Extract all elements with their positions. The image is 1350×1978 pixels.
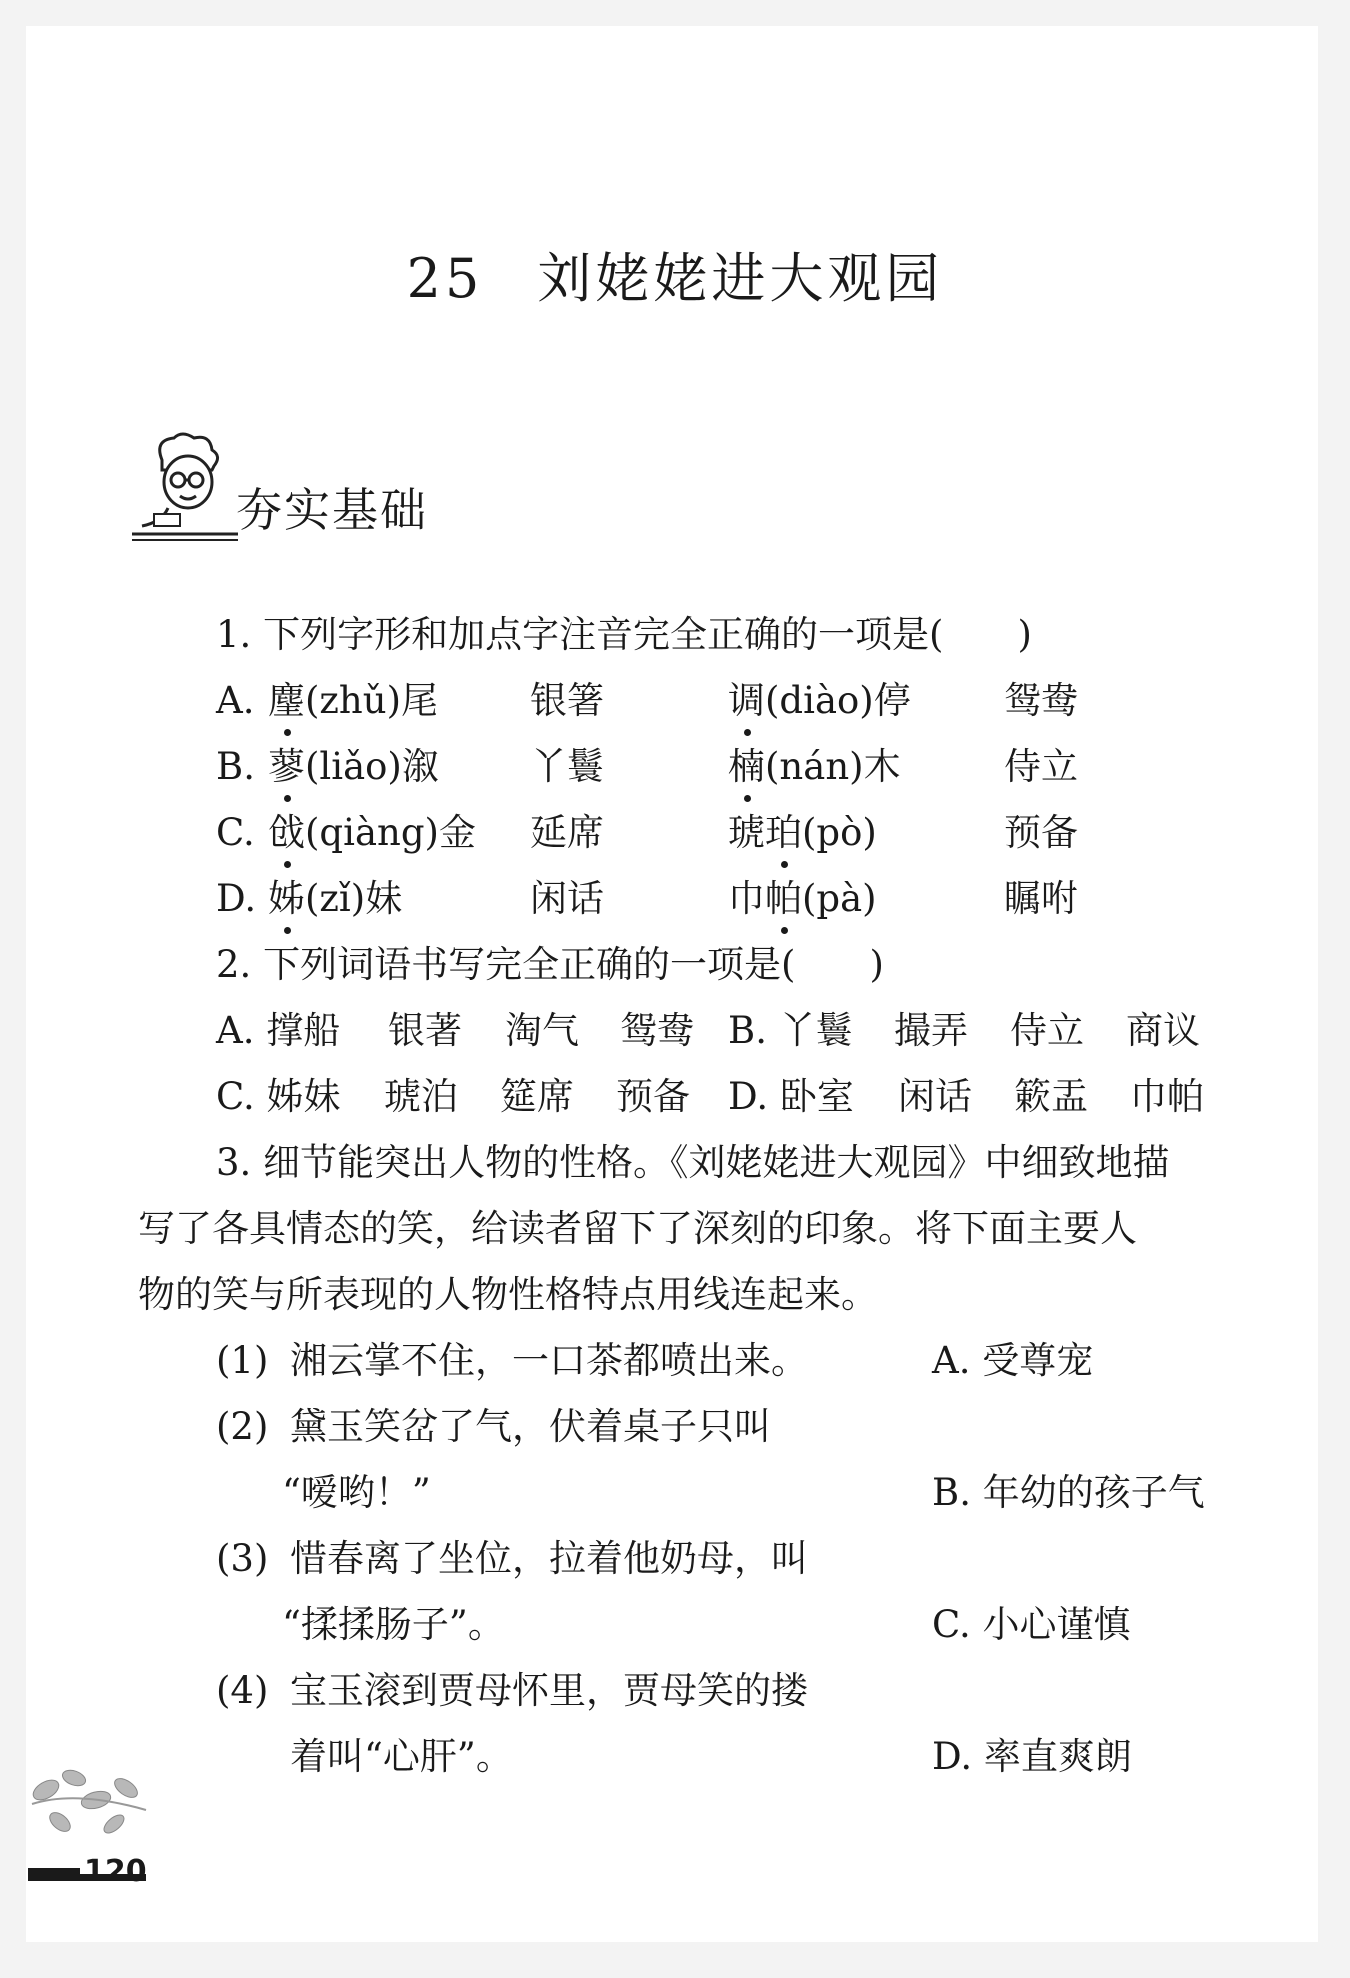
q1-c-char: 戗 [268,811,305,854]
q1-d-text3a: 巾 [728,877,765,920]
q1-stem: 1. 下列字形和加点字注音完全正确的一项是( ) [216,613,1032,656]
lesson-number: 25 [406,247,484,310]
q1-option-item: 银箸 [530,679,604,722]
q1-b-char: 蓼 [268,745,305,788]
q1-option-label: B. [216,745,255,788]
q1-option-item: 闲话 [530,877,604,920]
q1-option-label: A. [216,679,255,722]
q1-b-pinyin: (liǎo)溆 [305,745,439,788]
q1-a-pinyin3: (diào)停 [765,679,911,722]
lesson-title [0,236,1350,313]
q1-option-label: C. [216,811,255,854]
q1-option-item [728,678,911,724]
q3-item-text: 着叫“心肝”。 [290,1735,513,1778]
q2-word: C. 姊妹 [216,1075,341,1118]
q2-word: 簌盂 [1014,1075,1088,1118]
q2-stem: 2. 下列词语书写完全正确的一项是( ) [216,943,884,986]
q3-item-text: 宝玉滚到贾母怀里，贾母笑的搂 [290,1669,808,1712]
q1-d-pinyin3: (pà) [802,877,877,920]
q2-word: 预备 [616,1075,690,1118]
q1-option-item [728,810,877,856]
q1-d-char3: 帕 [765,877,802,920]
q2-word: 商议 [1126,1009,1200,1052]
page-number-bar-thick [28,1868,80,1881]
q1-option-label: D. [216,877,257,920]
q3-item-text: “揉揉肠子”。 [282,1603,505,1646]
q2-word: 筵席 [500,1075,574,1118]
q1-a-char3: 调 [728,679,765,722]
q1-a-char: 麈 [268,679,305,722]
q2-word: 银著 [388,1009,462,1052]
q2-word: 琥泊 [384,1075,458,1118]
q3-stem-line: 写了各具情态的笑，给读者留下了深刻的印象。将下面主要人 [138,1207,1137,1250]
q1-option-item [268,678,438,724]
q1-option-item: 丫鬟 [530,745,604,788]
q2-word: 鸳鸯 [620,1009,694,1052]
q1-a-pinyin: (zhǔ)尾 [305,679,439,722]
page-number: 120 [84,1854,147,1889]
q1-option-item: 延席 [530,811,604,854]
q1-option-item [268,744,439,790]
q2-word: 闲话 [898,1075,972,1118]
q3-item-number: (4) [216,1669,269,1712]
q1-c-text3a: 琥 [728,811,765,854]
q1-option-item [268,876,402,922]
q1-d-pinyin: (zǐ)妹 [305,877,403,920]
q3-trait: D. 率直爽朗 [932,1735,1132,1778]
q2-word: 侍立 [1010,1009,1084,1052]
q1-c-char3: 珀 [765,811,802,854]
q3-trait: C. 小心谨慎 [932,1603,1131,1646]
q1-option-item: 鸳鸯 [1004,679,1078,722]
q3-stem-line: 3. 细节能突出人物的性格。《刘姥姥进大观园》中细致地描 [216,1141,1170,1184]
q3-item-number: (1) [216,1339,269,1382]
q2-word: D. 卧室 [728,1075,854,1118]
q3-item-text: 黛玉笑岔了气，伏着桌子只叫 [290,1405,771,1448]
section-heading: 夯实基础 [236,483,428,537]
q2-word: 撮弄 [894,1009,968,1052]
q2-word: A. 撑船 [216,1009,341,1052]
q1-b-pinyin3: (nán)木 [765,745,901,788]
q1-d-char: 姊 [268,877,305,920]
q2-word: B. 丫鬟 [728,1009,853,1052]
q1-c-pinyin: (qiàng)金 [305,811,476,854]
q3-stem-line: 物的笑与所表现的人物性格特点用线连起来。 [138,1273,878,1316]
q3-item-number: (3) [216,1537,269,1580]
q1-option-item [728,744,901,790]
q3-trait: A. 受尊宠 [932,1339,1094,1382]
teacher-reading-icon [132,430,242,542]
q3-item-text: 湘云掌不住，一口茶都喷出来。 [290,1339,808,1382]
q3-trait: B. 年幼的孩子气 [932,1471,1205,1514]
q3-item-text: “嗳哟！” [282,1471,431,1514]
q3-item-number: (2) [216,1405,269,1448]
q1-option-item: 预备 [1004,811,1078,854]
q1-c-pinyin3: (pò) [802,811,877,854]
q2-word: 淘气 [505,1009,579,1052]
q2-word: 巾帕 [1130,1075,1204,1118]
q1-option-item [728,876,877,922]
q1-option-item: 瞩咐 [1004,877,1078,920]
q1-b-char3: 楠 [728,745,765,788]
q1-option-item [268,810,476,856]
q1-option-item: 侍立 [1004,745,1078,788]
q3-item-text: 惜春离了坐位，拉着他奶母，叫 [290,1537,808,1580]
lesson-title-text: 刘姥姥进大观园 [537,247,944,310]
